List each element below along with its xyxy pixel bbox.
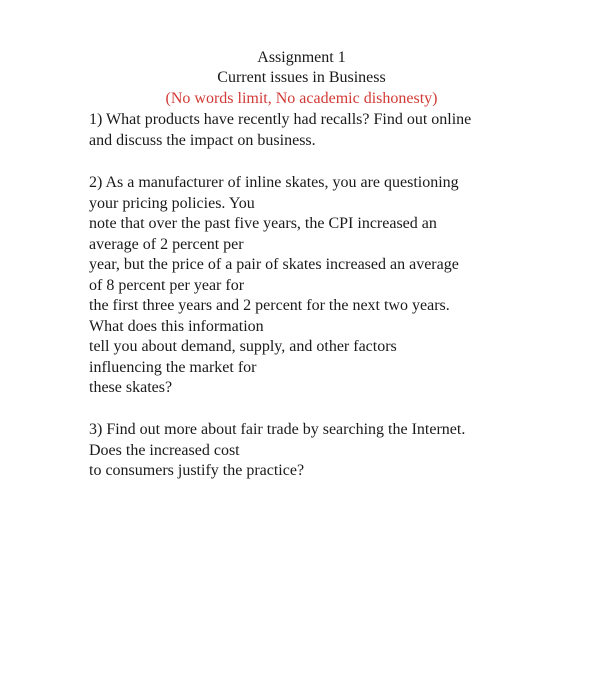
question-line: these skates? <box>89 379 173 396</box>
question-line: to consumers justify the practice? <box>89 462 305 479</box>
question-1 <box>89 110 471 151</box>
question-line: the first three years and 2 percent for the next two years. <box>89 297 450 314</box>
question-2 <box>89 173 459 399</box>
question-line: 1) What products have recently had recalls? Find out online <box>89 111 472 128</box>
question-line: What does this information <box>89 317 264 335</box>
question-line: your pricing policies. You <box>89 194 255 212</box>
question-line: average of 2 percent per <box>89 235 244 253</box>
question-line: tell you about demand, supply, and other factors <box>89 338 397 355</box>
question-line: and discuss the impact on business. <box>89 131 316 149</box>
question-line: note that over the past five years, the CPI increased an <box>89 215 437 232</box>
question-line: of 8 percent per year for <box>89 276 245 294</box>
question-3 <box>89 420 465 482</box>
question-line: influencing the market for <box>89 358 257 376</box>
question-line: Does the increased cost <box>89 441 240 459</box>
question-line: 2) As a manufacturer of inline skates, you are questioning <box>89 174 459 191</box>
question-line: 3) Find out more about fair trade by searching the Internet. <box>89 421 466 438</box>
assignment-title: Assignment 1 <box>257 49 346 66</box>
question-line: year, but the price of a pair of skates increased an average <box>89 256 459 273</box>
assignment-subtitle: Current issues in Business <box>217 69 386 86</box>
assignment-note: (No words limit, No academic dishonesty) <box>165 90 438 107</box>
